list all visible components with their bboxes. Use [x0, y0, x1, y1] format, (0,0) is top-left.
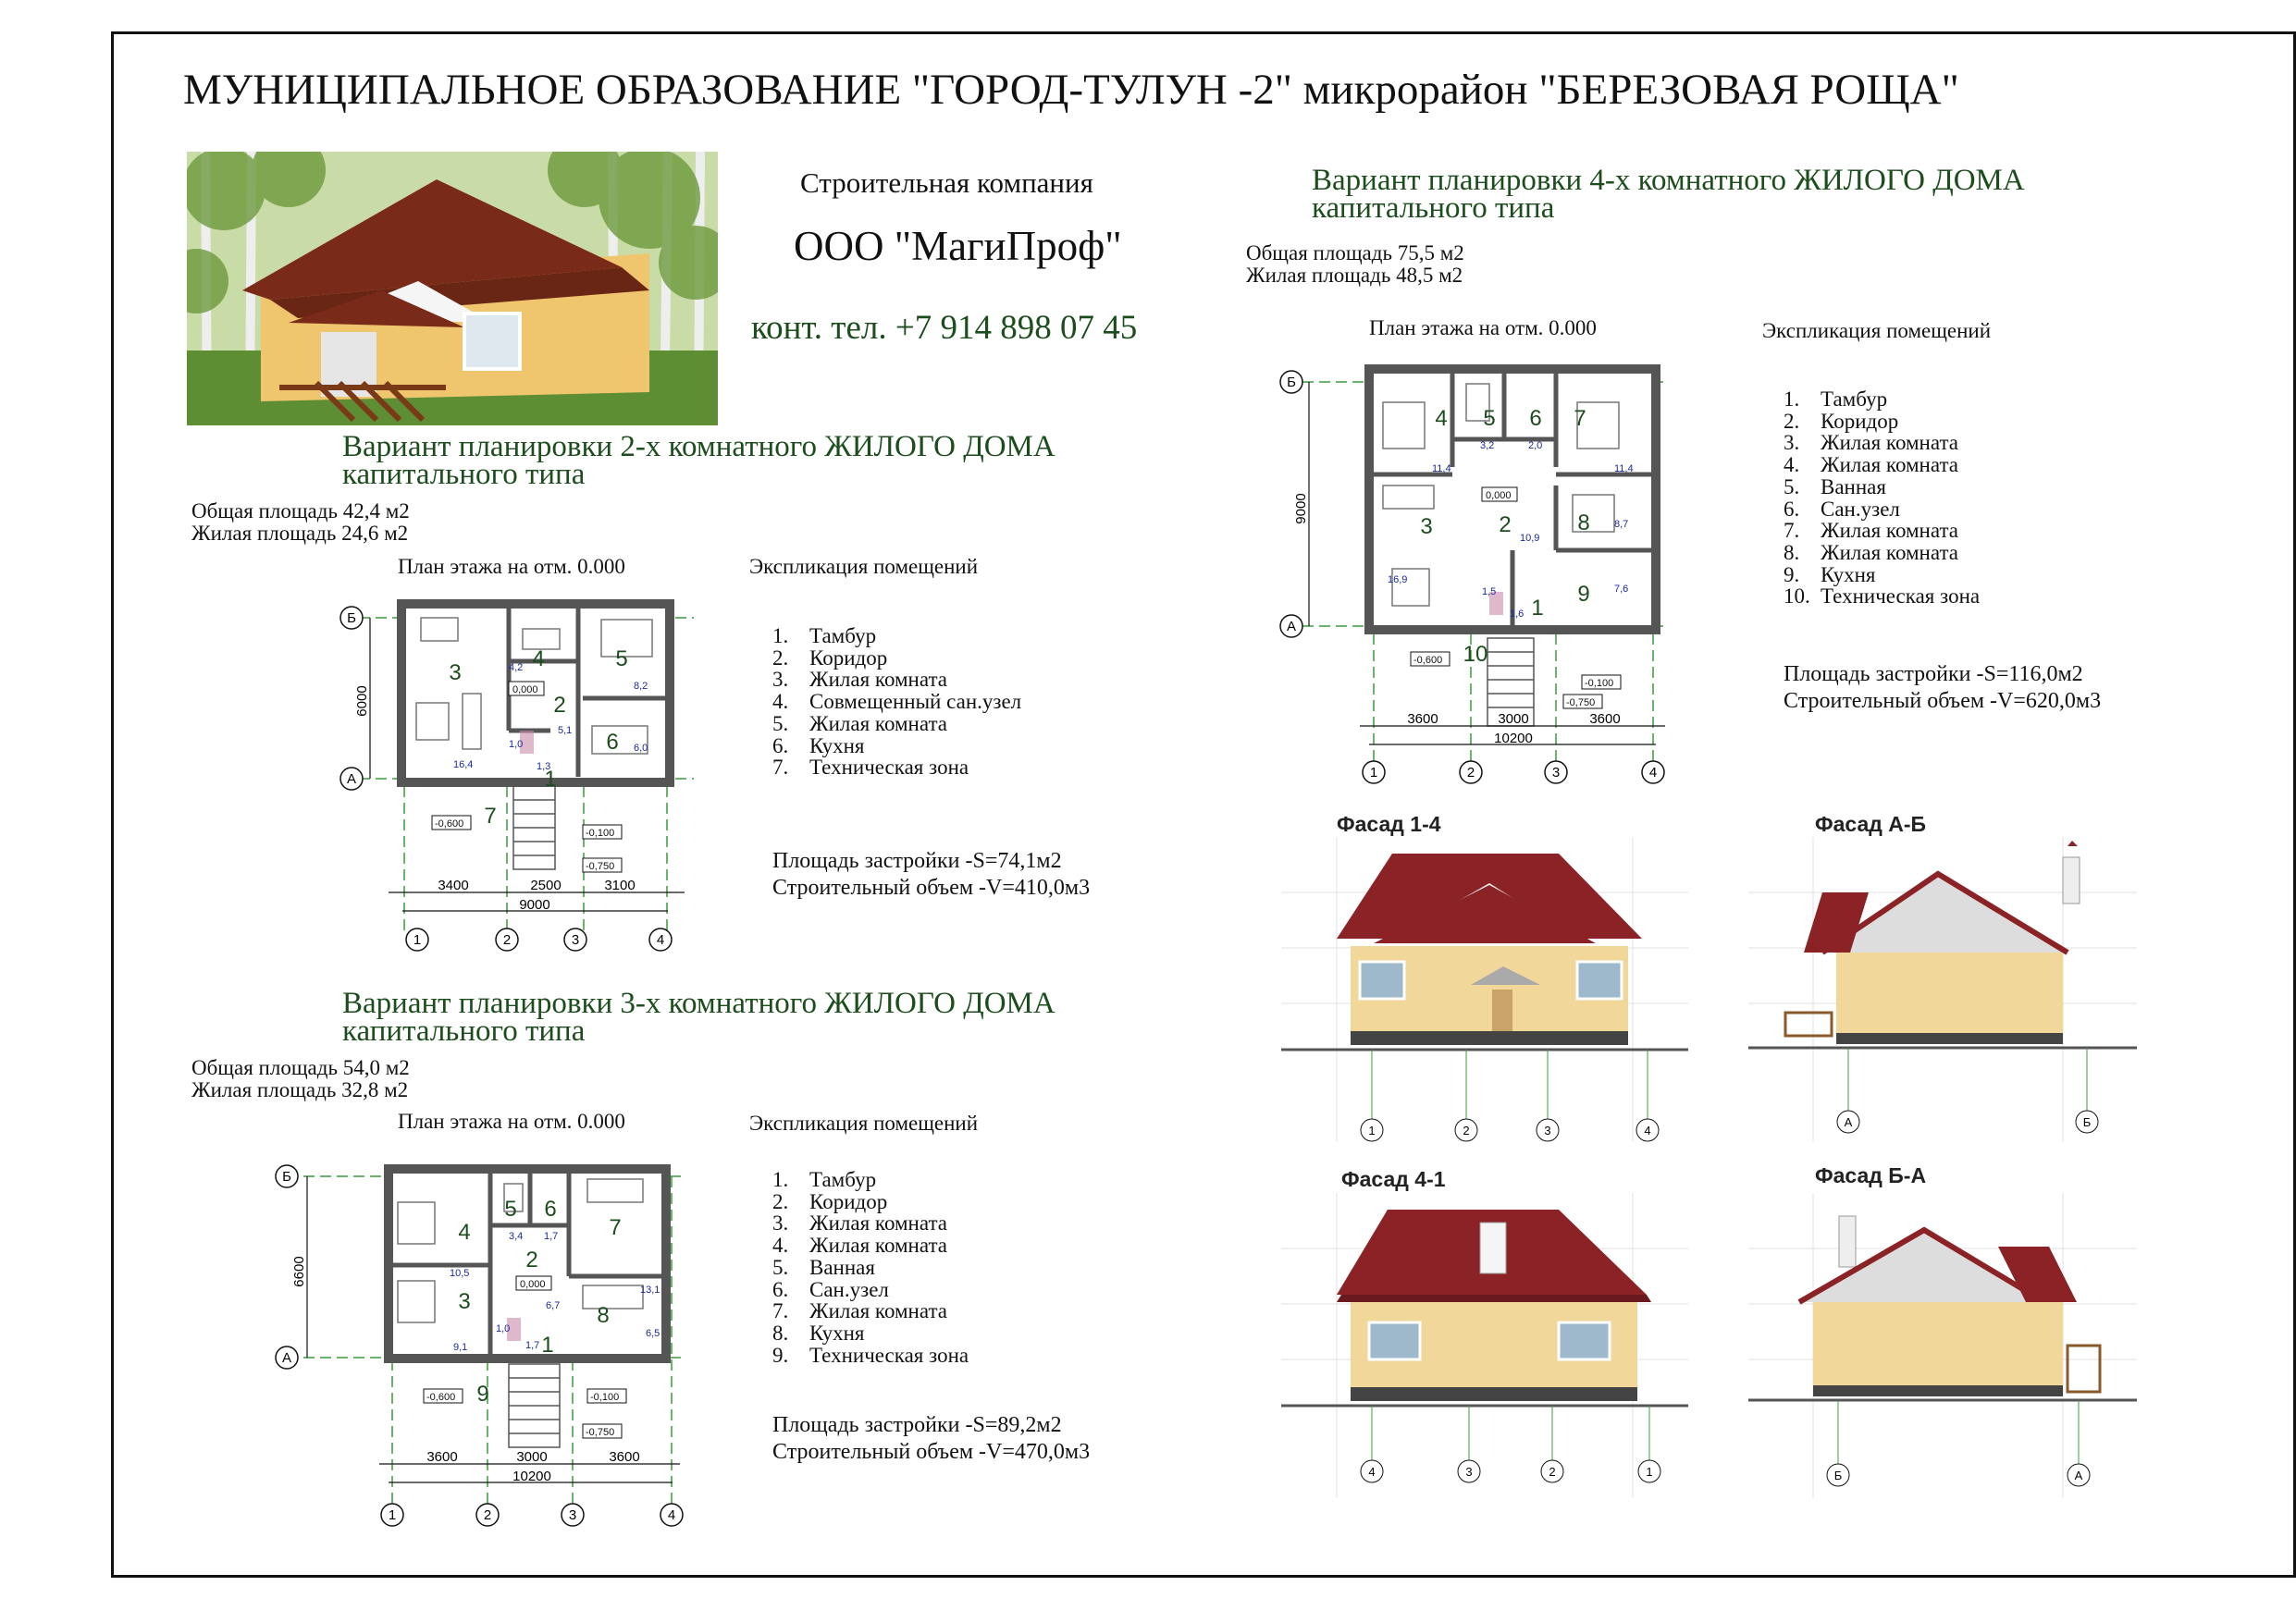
- v2-dim: 3100: [604, 878, 636, 893]
- v3-dim: 3000: [516, 1449, 548, 1465]
- v4-room-item: [1784, 476, 1980, 498]
- v4-area: 11,4: [1432, 463, 1451, 474]
- v2-room-item-number: 3.: [772, 668, 789, 692]
- v4-room-item-label: Ванная: [1821, 474, 1886, 498]
- v4-room-item: [1784, 432, 1980, 454]
- v2-room-list: [772, 625, 1021, 779]
- v2-room-item: [772, 669, 1021, 691]
- v2-axis-label: 3: [571, 932, 580, 948]
- v2-room-item: [772, 735, 1021, 757]
- v4-areas: [1246, 242, 1464, 287]
- v4-height-dim: 9000: [1293, 493, 1309, 524]
- v3-level: 0,000: [520, 1279, 546, 1290]
- v4-room-item-label: Техническая зона: [1821, 584, 1981, 609]
- v3-room-item-number: 9.: [772, 1343, 789, 1367]
- v2-room-item: [772, 756, 1021, 779]
- v4-room-item-label: Тамбур: [1821, 387, 1888, 411]
- v3-room-num: 4: [458, 1220, 471, 1245]
- v3-area: 10,5: [450, 1268, 470, 1279]
- v4-room-item-number: 7.: [1784, 519, 1800, 543]
- v4-plan-label: План этажа на отм. 0.000: [1369, 316, 1597, 339]
- v4-room-item: [1784, 564, 1980, 586]
- v2-title: [342, 430, 1055, 491]
- v2-area: 4,2: [509, 662, 524, 673]
- v4-room-item-label: Сан.узел: [1821, 497, 1900, 521]
- v3-room-item: [772, 1169, 969, 1191]
- v2-floor-plan: [324, 592, 712, 962]
- facade-a-b-axis: Б: [2082, 1115, 2092, 1129]
- v4-area: 11,4: [1614, 463, 1634, 474]
- v4-room-item: [1784, 542, 1980, 564]
- v3-plan-label: План этажа на отм. 0.000: [398, 1110, 625, 1133]
- v2-room-item-number: 1.: [772, 624, 789, 647]
- v3-areas: [191, 1057, 410, 1101]
- v3-room-item-label: Сан.узел: [809, 1277, 889, 1301]
- v3-row-label: Б: [282, 1169, 291, 1185]
- v3-row-label: А: [281, 1350, 292, 1366]
- v2-dim: 3400: [438, 878, 469, 893]
- v2-room-item-number: 7.: [772, 756, 789, 780]
- v3-title-line1: Вариант планировки 3-х комнатного ЖИЛОГО ДОМА: [342, 987, 1055, 1020]
- v2-room-item: [772, 647, 1021, 670]
- facade-4-1-axis: 3: [1465, 1465, 1473, 1479]
- v4-total-dim: 10200: [1494, 731, 1533, 746]
- v3-room-item: [772, 1322, 969, 1345]
- v2-level: 0,000: [512, 684, 538, 695]
- v4-room-list: [1784, 388, 1980, 608]
- v2-room-item: [772, 691, 1021, 713]
- v2-room-num: 6: [606, 730, 619, 755]
- v2-room-item-label: Коридор: [809, 646, 888, 670]
- v4-volume: Строительный объем -V=620,0м3: [1784, 689, 2102, 713]
- v2-living-area: Жилая площадь 24,6 м2: [191, 522, 409, 545]
- v4-expl-label: Экспликация помещений: [1762, 319, 1992, 342]
- v4-row-label: А: [1286, 619, 1297, 634]
- v3-room-item-label: Жилая комната: [809, 1234, 948, 1258]
- v4-room-item: [1784, 388, 1980, 411]
- v3-room-item-label: Кухня: [809, 1321, 865, 1345]
- v3-room-item: [772, 1257, 969, 1279]
- v2-area: 16,4: [453, 759, 474, 770]
- v4-room-item-number: 10.: [1784, 584, 1810, 609]
- v3-axis-label: 3: [568, 1507, 577, 1523]
- facade-1-4-axis: 2: [1463, 1124, 1470, 1137]
- v3-room-num: 1: [541, 1333, 554, 1358]
- v3-floor-plan: [268, 1147, 712, 1535]
- v2-area: 5,1: [558, 725, 573, 736]
- v3-area: 1,7: [544, 1231, 559, 1242]
- v4-room-item-label: Жилая комната: [1821, 431, 1959, 455]
- v4-room-item-label: Кухня: [1821, 562, 1876, 586]
- v2-level: -0,600: [435, 818, 464, 830]
- v3-axis-label: 2: [483, 1507, 492, 1523]
- house-photo: [187, 152, 718, 425]
- v2-height-dim: 6000: [354, 685, 370, 717]
- v2-dim: 2500: [530, 878, 562, 893]
- v3-room-num: 8: [597, 1303, 610, 1328]
- v3-room-num: 3: [458, 1289, 471, 1314]
- v2-total-area: Общая площадь 42,4 м2: [191, 499, 410, 523]
- v4-level: -0,600: [1413, 655, 1443, 666]
- v2-room-item-label: Кухня: [809, 733, 865, 757]
- v2-room-num: 7: [484, 804, 497, 829]
- v2-row-label: Б: [347, 610, 356, 626]
- v4-room-num: 3: [1420, 514, 1433, 539]
- v4-dim: 3600: [1589, 711, 1621, 727]
- v3-room-item-label: Жилая комната: [809, 1211, 948, 1236]
- v4-title-line2: капитального типа: [1312, 191, 1555, 225]
- v2-title-line1: Вариант планировки 2-х комнатного ЖИЛОГО ДОМА: [342, 430, 1055, 463]
- v4-axis-label: 4: [1648, 765, 1658, 781]
- v2-axis-label: 4: [656, 932, 665, 948]
- v4-area: 8,7: [1614, 519, 1629, 530]
- facade-4-1-drawing: [1281, 1193, 1688, 1498]
- v4-area: 3,2: [1480, 440, 1495, 451]
- v3-room-item: [772, 1300, 969, 1322]
- v4-room-num: 1: [1531, 596, 1544, 621]
- v3-room-item-label: Ванная: [809, 1255, 875, 1279]
- v4-build-area: Площадь застройки -S=116,0м2: [1784, 662, 2083, 686]
- v4-area: 1,5: [1482, 586, 1497, 597]
- facade-1-4-label: Фасад 1-4: [1337, 812, 1441, 836]
- v4-area: 16,9: [1388, 574, 1408, 585]
- v3-room-item: [772, 1191, 969, 1213]
- v2-room-num: 2: [553, 693, 566, 718]
- v2-room-item-label: Совмещенный сан.узел: [809, 690, 1022, 714]
- company-phone: конт. тел. +7 914 898 07 45: [751, 309, 1138, 347]
- v3-room-num: 7: [609, 1215, 622, 1240]
- v3-expl-label: Экспликация помещений: [749, 1112, 979, 1135]
- v3-total-dim: 10200: [512, 1469, 551, 1484]
- v3-total-area: Общая площадь 54,0 м2: [191, 1056, 410, 1079]
- v2-row-label: А: [346, 771, 357, 787]
- facade-1-4-axis: 3: [1544, 1124, 1551, 1137]
- v3-room-item-number: 7.: [772, 1299, 789, 1323]
- v3-dim: 3600: [426, 1449, 458, 1465]
- v3-room-item-label: Коридор: [809, 1189, 888, 1213]
- v2-area: 1,3: [537, 761, 551, 772]
- v4-room-item-label: Жилая комната: [1821, 540, 1959, 564]
- v2-title-line2: капитального типа: [342, 458, 586, 491]
- v4-room-item: [1784, 454, 1980, 476]
- v2-room-item-label: Тамбур: [809, 624, 877, 647]
- v2-room-item: [772, 625, 1021, 647]
- v4-room-num: 5: [1483, 406, 1496, 431]
- v4-area: 2,0: [1528, 440, 1543, 451]
- v4-room-item-number: 5.: [1784, 474, 1800, 498]
- v3-room-item-number: 1.: [772, 1168, 789, 1191]
- v3-room-item-number: 3.: [772, 1211, 789, 1236]
- v4-axis-label: 3: [1551, 765, 1561, 781]
- v4-dim: 3000: [1498, 711, 1529, 727]
- v2-room-item-number: 6.: [772, 733, 789, 757]
- v4-axis-label: 1: [1369, 765, 1378, 781]
- facade-a-b-axis: А: [1844, 1115, 1853, 1129]
- v3-room-num: 2: [525, 1248, 538, 1273]
- facade-1-4-axis: 4: [1644, 1124, 1651, 1137]
- v2-area: 1,0: [509, 739, 524, 750]
- v2-room-item: [772, 713, 1021, 735]
- v4-room-num: 10: [1463, 642, 1488, 667]
- v3-build-area: Площадь застройки -S=89,2м2: [772, 1413, 1062, 1437]
- v3-room-item-label: Тамбур: [809, 1168, 877, 1191]
- v2-level: -0,750: [586, 861, 615, 872]
- facade-a-b-label: Фасад А-Б: [1815, 812, 1927, 836]
- v4-level: -0,100: [1585, 678, 1614, 689]
- facade-b-a-label: Фасад Б-А: [1815, 1163, 1927, 1187]
- v3-area: 9,1: [453, 1342, 468, 1353]
- v3-room-item-number: 4.: [772, 1234, 789, 1258]
- v3-stats: [772, 1412, 1090, 1466]
- v4-living-area: Жилая площадь 48,5 м2: [1246, 264, 1463, 287]
- v3-height-dim: 6600: [291, 1256, 307, 1287]
- v3-room-item-number: 2.: [772, 1189, 789, 1213]
- v3-living-area: Жилая площадь 32,8 м2: [191, 1078, 409, 1101]
- v4-room-num: 9: [1577, 582, 1590, 607]
- v3-room-item: [772, 1279, 969, 1301]
- v3-title: [342, 987, 1055, 1048]
- v4-level: -0,750: [1566, 697, 1596, 708]
- v4-room-num: 8: [1577, 510, 1590, 535]
- v4-room-num: 6: [1529, 406, 1542, 431]
- facade-b-a-axis: А: [2074, 1469, 2083, 1482]
- company-label: Строительная компания: [800, 166, 1093, 199]
- v2-room-num: 3: [449, 660, 462, 685]
- v3-room-item-number: 6.: [772, 1277, 789, 1301]
- v4-total-area: Общая площадь 75,5 м2: [1246, 241, 1464, 264]
- facade-1-4-axis: 1: [1368, 1124, 1376, 1137]
- v3-area: 1,0: [496, 1323, 511, 1334]
- facade-4-1-axis: 4: [1368, 1465, 1376, 1479]
- facade-b-a-drawing: [1748, 1193, 2137, 1498]
- v4-floor-plan: [1267, 356, 1684, 791]
- v2-room-item-label: Жилая комната: [809, 711, 948, 735]
- v4-room-num: 7: [1574, 406, 1586, 431]
- v4-room-item-label: Коридор: [1821, 409, 1899, 433]
- v2-areas: [191, 500, 410, 545]
- v4-room-item-number: 8.: [1784, 540, 1800, 564]
- v3-axis-label: 4: [667, 1507, 676, 1523]
- v3-room-num: 6: [544, 1197, 557, 1222]
- v4-room-item-number: 9.: [1784, 562, 1800, 586]
- v3-room-item-number: 8.: [772, 1321, 789, 1345]
- v3-title-line2: капитального типа: [342, 1014, 586, 1048]
- v3-room-list: [772, 1169, 969, 1366]
- v2-volume: Строительный объем -V=410,0м3: [772, 876, 1091, 900]
- facade-a-b-drawing: [1748, 837, 2137, 1142]
- facade-1-4-drawing: [1281, 837, 1688, 1142]
- v3-room-item-label: Жилая комната: [809, 1299, 948, 1323]
- v3-area: 13,1: [640, 1285, 660, 1296]
- v3-level: -0,600: [426, 1392, 456, 1403]
- v4-room-item: [1784, 411, 1980, 433]
- v4-room-num: 2: [1499, 512, 1512, 537]
- v4-area: 7,6: [1614, 584, 1629, 595]
- v2-stats: [772, 848, 1090, 902]
- v4-area: 10,9: [1520, 533, 1540, 544]
- v4-room-item-label: Жилая комната: [1821, 519, 1959, 543]
- v2-room-item-label: Жилая комната: [809, 668, 948, 692]
- v4-room-item-number: 4.: [1784, 453, 1800, 477]
- v4-room-item-number: 3.: [1784, 431, 1800, 455]
- v3-volume: Строительный объем -V=470,0м3: [772, 1440, 1091, 1464]
- v3-level: -0,100: [590, 1392, 620, 1403]
- v4-title-line1: Вариант планировки 4-х комнатного ЖИЛОГО ДОМА: [1312, 164, 2025, 197]
- v2-total-dim: 9000: [519, 897, 550, 913]
- v2-room-num: 1: [544, 767, 557, 792]
- v2-room-num: 5: [615, 646, 628, 671]
- v3-room-item: [772, 1235, 969, 1257]
- v2-room-item-label: Техническая зона: [809, 756, 969, 780]
- v3-area: 1,7: [525, 1340, 540, 1351]
- v4-room-item-number: 6.: [1784, 497, 1800, 521]
- v3-level: -0,750: [586, 1427, 615, 1438]
- v2-expl-label: Экспликация помещений: [749, 555, 979, 578]
- v2-room-item-number: 5.: [772, 711, 789, 735]
- v4-room-item-label: Жилая комната: [1821, 453, 1959, 477]
- v2-room-num: 4: [532, 646, 545, 671]
- v3-area: 3,4: [509, 1231, 524, 1242]
- v2-room-item-number: 4.: [772, 690, 789, 714]
- facade-b-a-axis: Б: [1833, 1469, 1843, 1482]
- company-name: ООО "МагиПроф": [794, 223, 1122, 269]
- v4-level: 0,000: [1486, 490, 1512, 501]
- v2-axis-label: 2: [502, 932, 512, 948]
- v4-dim: 3600: [1407, 711, 1438, 727]
- v2-level: -0,100: [586, 828, 615, 839]
- v4-room-item: [1784, 498, 1980, 521]
- v3-area: 6,5: [646, 1328, 660, 1339]
- v4-row-label: Б: [1287, 375, 1296, 390]
- v2-area: 6,0: [634, 743, 648, 754]
- v4-area: 1,6: [1510, 609, 1524, 620]
- v3-room-num: 9: [476, 1382, 489, 1407]
- v3-room-item-number: 5.: [772, 1255, 789, 1279]
- v4-room-item: [1784, 520, 1980, 542]
- v4-room-num: 4: [1435, 406, 1448, 431]
- v3-axis-label: 1: [388, 1507, 397, 1523]
- facade-4-1-axis: 2: [1549, 1465, 1556, 1479]
- v2-area: 8,2: [634, 681, 648, 692]
- v3-room-num: 5: [504, 1197, 517, 1222]
- v4-axis-label: 2: [1466, 765, 1475, 781]
- v4-room-item-number: 2.: [1784, 409, 1800, 433]
- v3-room-item: [772, 1212, 969, 1235]
- v4-stats: [1784, 661, 2101, 715]
- v3-room-item: [772, 1345, 969, 1367]
- v2-room-item-number: 2.: [772, 646, 789, 670]
- v4-room-item: [1784, 585, 1980, 608]
- v3-dim: 3600: [609, 1449, 640, 1465]
- v4-room-item-number: 1.: [1784, 387, 1800, 411]
- v2-axis-label: 1: [413, 932, 422, 948]
- facade-4-1-axis: 1: [1646, 1465, 1653, 1479]
- v2-build-area: Площадь застройки -S=74,1м2: [772, 849, 1062, 873]
- v3-area: 6,7: [546, 1300, 561, 1311]
- facade-4-1-label: Фасад 4-1: [1341, 1167, 1446, 1191]
- v2-plan-label: План этажа на отм. 0.000: [398, 555, 625, 578]
- page-title: МУНИЦИПАЛЬНОЕ ОБРАЗОВАНИЕ "ГОРОД-ТУЛУН -2" микрорайон "БЕРЕЗОВАЯ РОЩА": [183, 66, 1959, 114]
- v4-title: [1312, 164, 2025, 225]
- v3-room-item-label: Техническая зона: [809, 1343, 969, 1367]
